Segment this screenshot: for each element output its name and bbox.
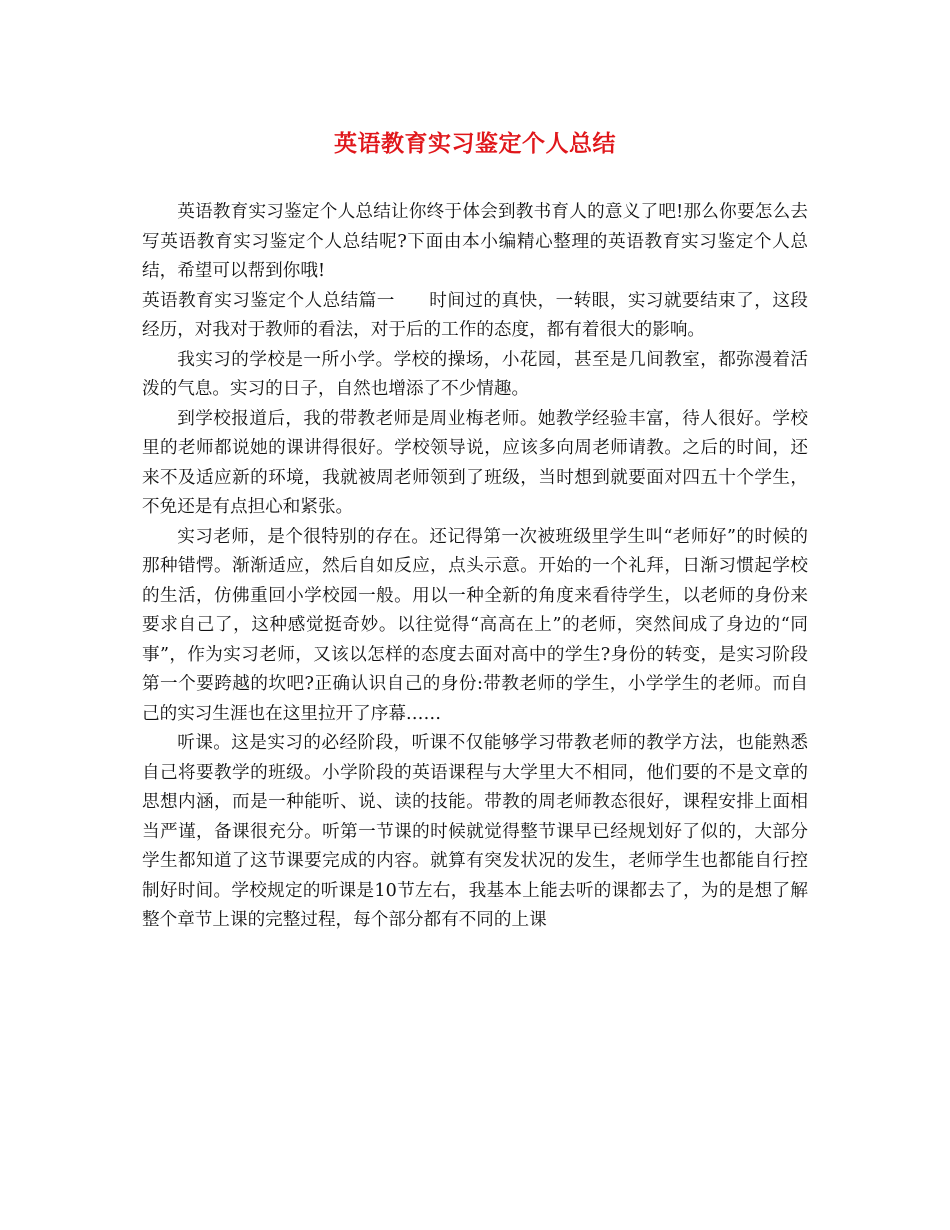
intro-paragraph: 英语教育实习鉴定个人总结让你终于体会到教书育人的意义了吧!那么你要怎么去写英语教育实习鉴定个人总结呢?下面由本小编精心整理的英语教育实习鉴定个人总结，希望可以帮到你哦! xyxy=(142,202,808,281)
body-paragraph-1: 我实习的学校是一所小学。学校的操场，小花园，甚至是几间教室，都弥漫着活泼的气息。实习的日子，自然也增添了不少情趣。 xyxy=(142,349,808,399)
section-heading: 英语教育实习鉴定个人总结篇一 xyxy=(142,290,395,311)
body-paragraph-4: 听课。这是实习的必经阶段，听课不仅能够学习带教老师的教学方法，也能熟悉自己将要教学的班级。小学阶段的英语课程与大学里大不相同，他们要的不是文章的思想内涵，而是一种能听、说、读的技能。带教的周老师教态很好，课程安排上面相当严谨，备课很充分。听第一节课的时候就觉得整节课早已经规划好了似的，大部分学生都知道了这节课要完成的内容。就算有突发状况的发生，老师学生也都能自行控制好时间。学校规定的听课是10节左右，我基本上能去听的课都去了，为的是想了解整个章节上课的完整过程，每个部分都有不同的上课 xyxy=(142,733,808,930)
body-paragraph-3: 实习老师，是个很特别的存在。还记得第一次被班级里学生叫“老师好”的时候的那种错愕。渐渐适应，然后自如反应，点头示意。开始的一个礼拜，日渐习惯起学校的生活，仿佛重回小学校园一般。用以一种全新的角度来看待学生，以老师的身份来要求自己了，这种感觉挺奇妙。以往觉得“高高在上”的老师，突然间成了身边的“同事”，作为实习老师，又该以怎样的态度去面对高中的学生?身份的转变，是实习阶段第一个要跨越的坎吧?正确认识自己的身份:带教老师的学生，小学学生的老师。而自己的实习生涯也在这里拉开了序幕…… xyxy=(142,526,808,724)
body-paragraph-2: 到学校报道后，我的带教老师是周业梅老师。她教学经验丰富，待人很好。学校里的老师都说她的课讲得很好。学校领导说，应该多向周老师请教。之后的时间，还来不及适应新的环境，我就被周老师领到了班级，当时想到就要面对四五十个学生，不免还是有点担心和紧张。 xyxy=(142,408,808,517)
document-page xyxy=(142,128,808,936)
section-paragraph xyxy=(142,287,808,346)
document-title: 英语教育实习鉴定个人总结 xyxy=(334,130,616,157)
section-first-text: 时间过的真快，一转眼，实习就要结束了，这段经历，对我对于教师的看法，对于后的工作的态度，都有着很大的影响。 xyxy=(142,290,808,340)
